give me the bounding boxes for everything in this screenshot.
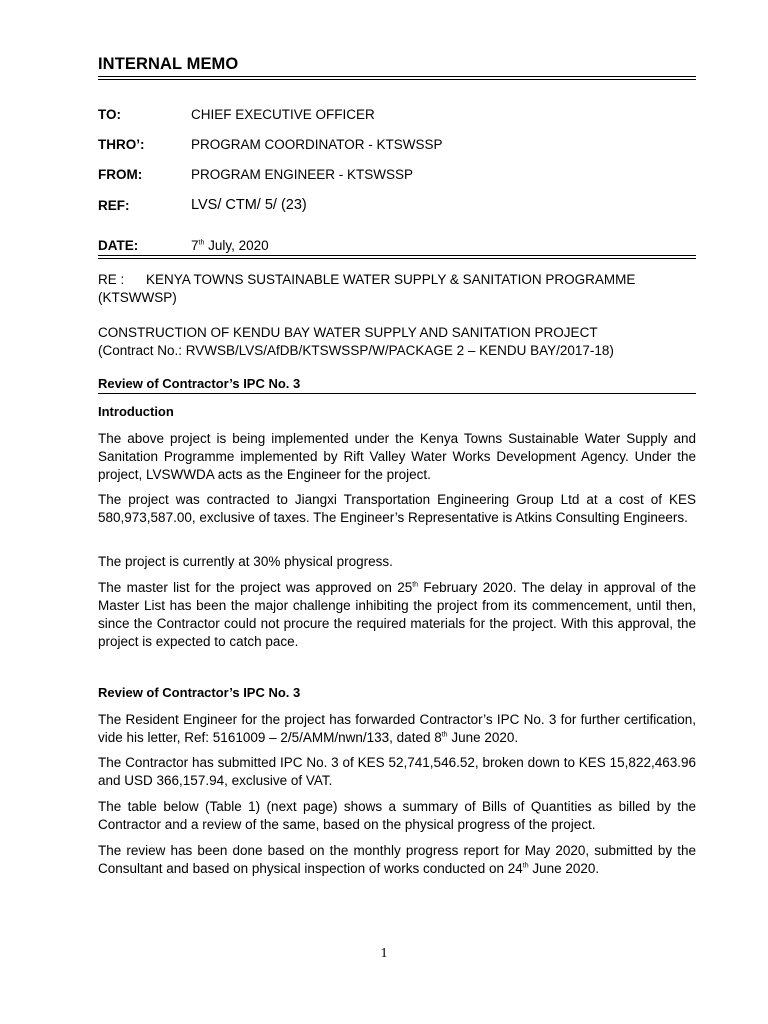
date-day: 7 — [191, 238, 199, 253]
intro-p4-text-b: February 2020. The delay in approval of the Master List has been the major challenge inhibiting the project from its commencement, until then, since the Contractor could not procure the required materials for the project. With this approval, the project is expected to catch pace. — [98, 580, 697, 649]
date-rest: July, 2020 — [204, 238, 269, 253]
date-label: DATE: — [98, 238, 139, 253]
review-p4-sup: th — [522, 862, 529, 870]
date-day-suffix: th — [198, 239, 205, 247]
title-rule-bottom — [98, 79, 696, 80]
page-number: 1 — [380, 946, 388, 961]
re-line1: KENYA TOWNS SUSTAINABLE WATER SUPPLY & SANITATION PROGRAMME — [146, 272, 636, 287]
introduction-heading: Introduction — [98, 404, 174, 419]
re-line2: (KTSWWSP) — [98, 290, 177, 305]
intro-paragraph-1: The above project is being implemented under the Kenya Towns Sustainable Water Supply and Sanitation Programme implemented by Rift Valley Water Works Development Agency. Under the project, LVSWWDA acts as the Engineer for the project. — [98, 431, 696, 482]
intro-paragraph-2: The project was contracted to Jiangxi Transportation Engineering Group Ltd at a cost of KES 580,973,587.00, exclusive of taxes. The Engineer’s Representative is Atkins Consulting Engineers. — [98, 492, 696, 525]
to-value: CHIEF EXECUTIVE OFFICER — [191, 107, 375, 122]
ref-label: REF: — [98, 198, 130, 213]
review-p4-text-a: The review has been done based on the monthly progress report for May 2020, submitted by the Consultant and based on physical inspection of works conducted on 24 — [98, 843, 696, 876]
thro-label: THRO’: — [98, 137, 145, 152]
memo-title: INTERNAL MEMO — [98, 55, 239, 73]
intro-p4-sup: th — [412, 581, 419, 589]
from-value: PROGRAM ENGINEER - KTSWSSP — [191, 167, 414, 182]
title-rule-top — [98, 76, 696, 77]
contract-number: (Contract No.: RVWSB/LVS/AfDB/KTSWSSP/W/PACKAGE 2 – KENDU BAY/2017-18) — [98, 343, 614, 358]
from-label: FROM: — [98, 167, 143, 182]
date-value — [191, 238, 269, 253]
intro-p4-text-a: The master list for the project was approved on 25 — [98, 580, 413, 595]
thro-value: PROGRAM COORDINATOR - KTSWSSP — [191, 137, 443, 152]
review-paragraph-4 — [98, 842, 696, 878]
to-label: TO: — [98, 107, 121, 122]
review-p1-sup: th — [441, 731, 448, 739]
intro-paragraph-4 — [98, 579, 696, 651]
review-p4-text-b: June 2020. — [528, 861, 600, 876]
date-rule-bottom — [98, 258, 696, 259]
section1-rule — [98, 393, 696, 394]
review-p1-text-b: June 2020. — [447, 730, 519, 745]
review-p1-text-a: The Resident Engineer for the project has forwarded Contractor’s IPC No. 3 for further certification, vide his letter, Ref: 5161009 – 2/5/AMM/nwn/133, dated 8 — [98, 712, 696, 745]
re-label: RE : — [98, 272, 125, 287]
project-title: CONSTRUCTION OF KENDU BAY WATER SUPPLY AND SANITATION PROJECT — [98, 325, 598, 340]
section1-heading: Review of Contractor’s IPC No. 3 — [98, 376, 301, 391]
review-paragraph-3: The table below (Table 1) (next page) shows a summary of Bills of Quantities as billed by the Contractor and a review of the same, based on the physical progress of the project. — [98, 799, 696, 832]
review-paragraph-2: The Contractor has submitted IPC No. 3 of KES 52,741,546.52, broken down to KES 15,822,463.96 and USD 366,157.94, exclusive of VAT. — [98, 755, 696, 788]
ref-value: LVS/ CTM/ 5/ (23) — [191, 197, 307, 213]
section2-heading: Review of Contractor’s IPC No. 3 — [98, 685, 301, 700]
review-paragraph-1 — [98, 711, 696, 747]
intro-paragraph-3: The project is currently at 30% physical progress. — [98, 554, 393, 569]
date-rule-top — [98, 255, 696, 256]
